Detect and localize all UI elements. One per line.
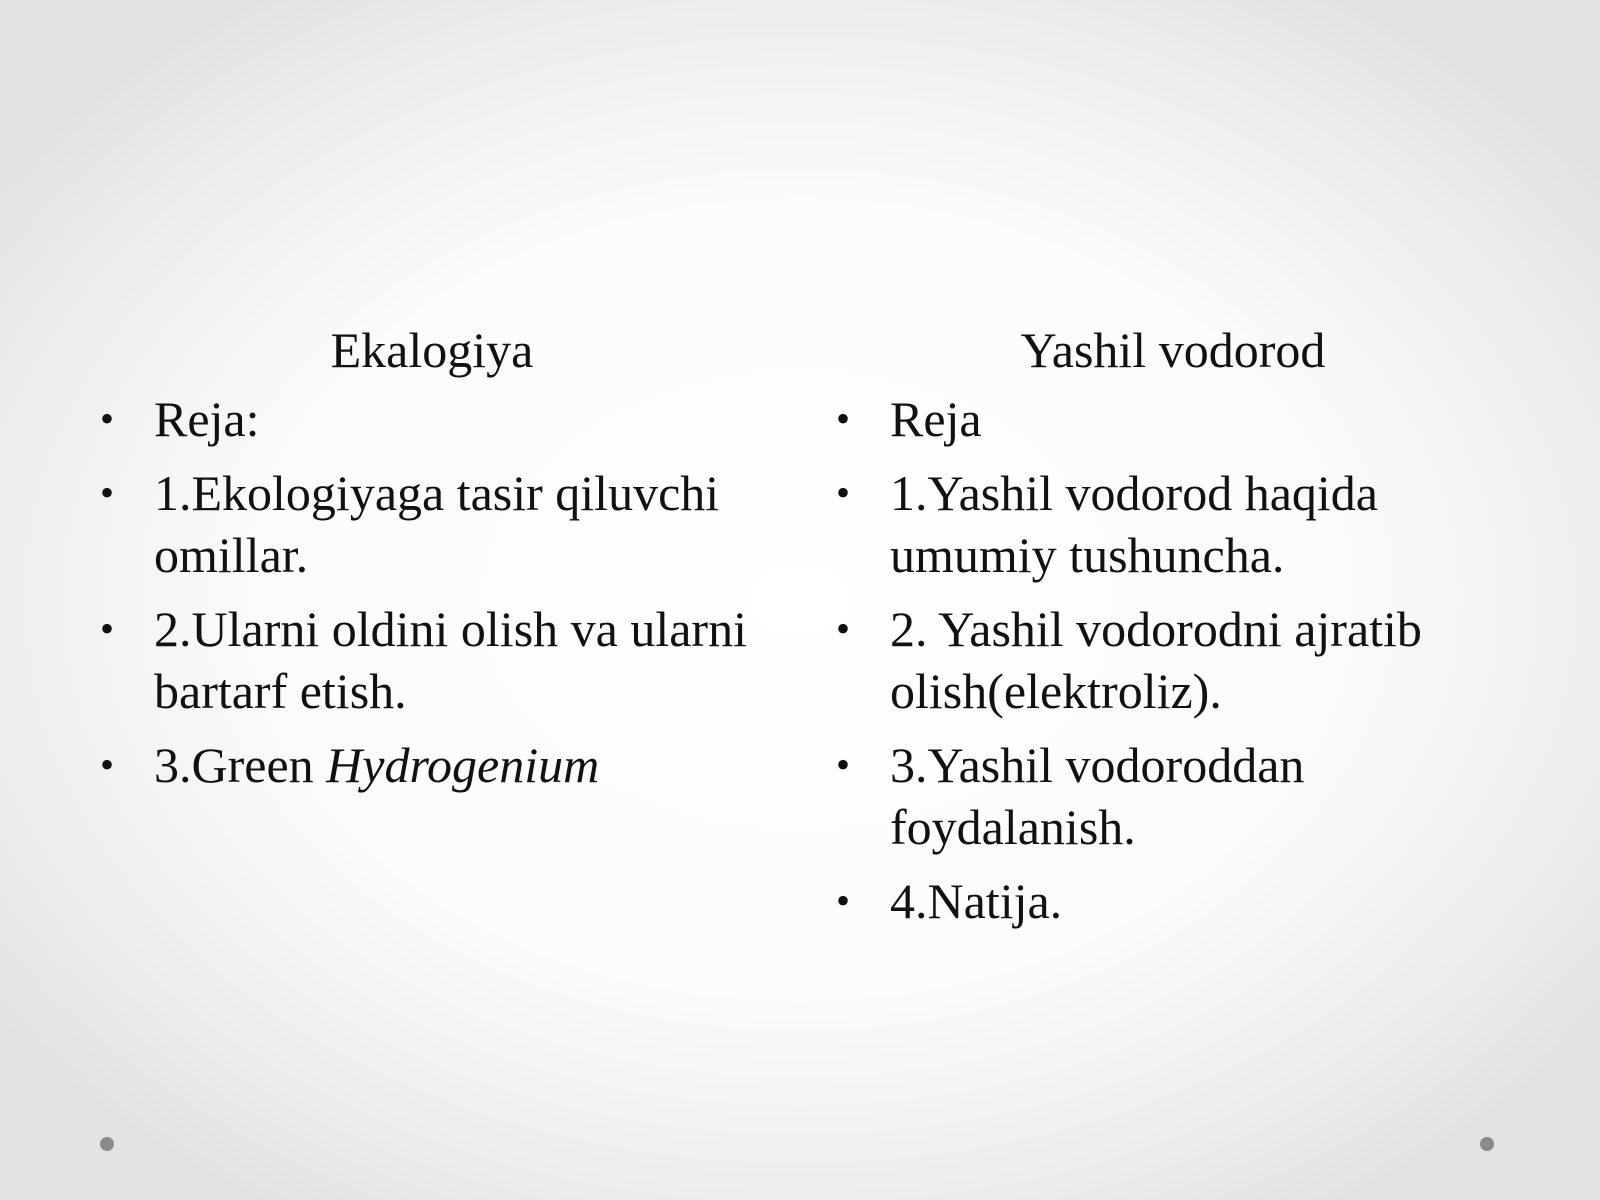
left-bullet-list (92, 388, 772, 796)
right-column (828, 318, 1518, 944)
bullet-icon: • (835, 878, 850, 923)
list-item-text: 2. Yashil vodorodni ajratib olish(elektroliz). (890, 601, 1422, 719)
list-item-emphasis: Hydrogenium (326, 737, 600, 793)
list-item (828, 870, 1518, 932)
list-item-text: Reja (890, 391, 982, 447)
bullet-icon: • (835, 606, 850, 651)
list-item-text: 1.Ekologiyaga tasir qiluvchi omillar. (154, 465, 720, 583)
bullet-icon: • (835, 470, 850, 515)
bullet-icon: • (99, 470, 114, 515)
list-item (92, 388, 772, 450)
list-item (92, 734, 772, 796)
left-column (92, 318, 772, 808)
list-item (828, 598, 1518, 722)
list-item (828, 388, 1518, 450)
decorative-dot-icon (100, 1137, 114, 1151)
right-bullet-list (828, 388, 1518, 932)
list-item (828, 734, 1518, 858)
list-item-text: 2.Ularni oldini olish va ularni bartarf etish. (154, 601, 747, 719)
bullet-icon: • (99, 742, 114, 787)
right-column-heading: Yashil vodorod (1020, 322, 1326, 378)
list-item-text: 3.Yashil vodoroddan foydalanish. (890, 737, 1305, 855)
list-item-text: 4.Natija. (890, 873, 1063, 929)
list-item (92, 598, 772, 722)
bullet-icon: • (835, 742, 850, 787)
list-item (92, 462, 772, 586)
list-item-text: Reja: (154, 391, 260, 447)
list-item-text: 3.Green (154, 737, 327, 793)
list-item-text: 1.Yashil vodorod haqida umumiy tushuncha. (890, 465, 1378, 583)
list-item (828, 462, 1518, 586)
bullet-icon: • (99, 606, 114, 651)
decorative-dot-icon (1480, 1137, 1494, 1151)
left-column-heading: Ekalogiya (330, 322, 534, 378)
bullet-icon: • (835, 396, 850, 441)
bullet-icon: • (99, 396, 114, 441)
